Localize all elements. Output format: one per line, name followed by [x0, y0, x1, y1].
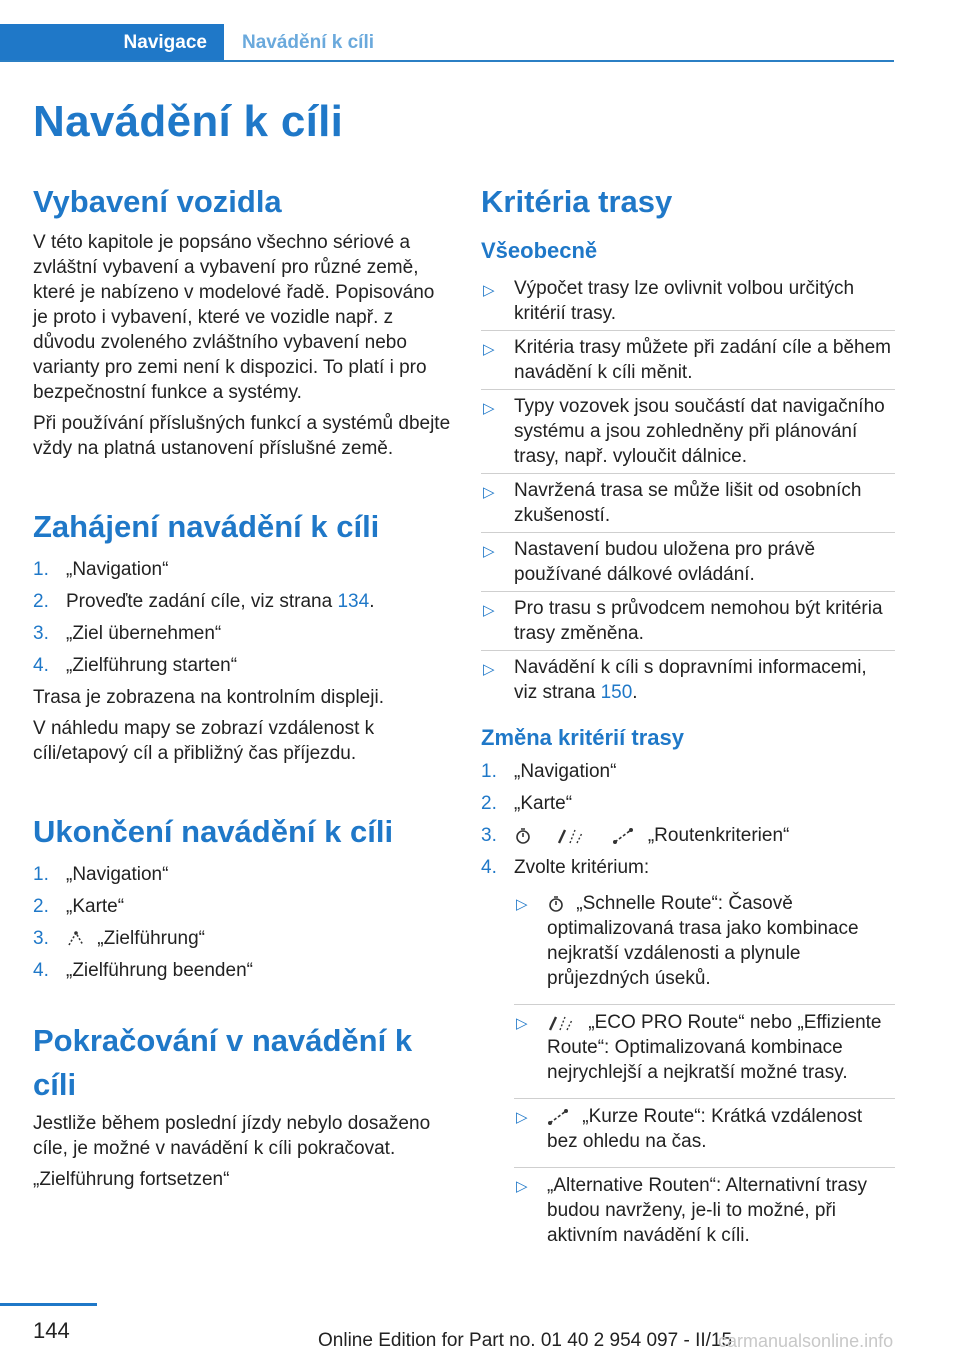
paragraph: Trasa je zobrazena na kontrolním displeji.: [33, 687, 384, 708]
list-item: 1. „Navigation“: [33, 559, 169, 580]
list-item: ▷ Typy vozovek jsou součástí dat navigačního systému a jsou zohledněny při plánování trasy, např. vyloučit dálnice.: [481, 389, 895, 473]
triangle-bullet-icon: ▷: [516, 896, 528, 913]
nested-bullet-list: [514, 886, 895, 1254]
section-title-vybaveni: Vybavení vozidla: [33, 184, 282, 219]
triangle-bullet-icon: ▷: [483, 484, 495, 501]
short-route-icon: [611, 827, 637, 845]
paragraph: Při používání příslušných funkcí a systémů dbejte vždy na platná ustanovení příslušné země.: [33, 413, 451, 459]
header-tab-navadeni[interactable]: Navádění k cíli: [242, 32, 375, 53]
page-number: 144: [33, 1318, 70, 1343]
paragraph: V náhledu mapy se zobrazí vzdálenost k cíli/etapový cíl a přibližný čas příjezdu.: [33, 718, 375, 764]
numbered-list: [33, 557, 453, 678]
list-item: 3. „Routenkriterien“: [481, 825, 790, 846]
paragraph: „Zielführung fortsetzen“: [33, 1169, 230, 1190]
stopwatch-icon: [514, 827, 532, 845]
list-item: 4. Zvolte kritérium: ▷ „Schnelle Route“: Časově optimalizovaná trasa jako kombinace nejkratší vzdálenosti a plynule průjezdných úseků. ▷ „ECO PRO Route“ nebo „Effiziente Route“: Optimalizovaná kombinace nejrychlejší a nejkratší možné trasy. ▷ „Kurze Route“: Krátká vzdálenost bez ohledu na čas. ▷ „Alternative Routen“: Alternativní trasy budou navrženy, je-li to možné, při aktivním navádění k cíli.: [481, 855, 895, 1254]
header-bar: [0, 24, 894, 62]
list-item: ▷ Pro trasu s průvodcem nemohou být kritéria trasy změněna.: [481, 591, 895, 650]
list-item: ▷ Nastavení budou uložena pro právě používané dálkové ovládání.: [481, 532, 895, 591]
numbered-list: [33, 862, 453, 983]
list-item: 3. „Zielführung“: [33, 928, 205, 949]
list-item: 2. Proveďte zadání cíle, viz strana 134.: [33, 591, 375, 612]
numbered-list: [481, 759, 895, 1254]
stopwatch-icon: [547, 895, 565, 913]
triangle-bullet-icon: ▷: [483, 400, 495, 417]
short-route-icon: [547, 1108, 571, 1126]
footer-divider: [0, 1303, 97, 1306]
triangle-bullet-icon: ▷: [483, 282, 495, 299]
list-item: 2. „Karte“: [33, 896, 125, 917]
triangle-bullet-icon: ▷: [516, 1109, 528, 1126]
list-item: ▷ Kritéria trasy můžete při zadání cíle a během navádění k cíli měnit.: [481, 330, 895, 389]
list-item: ▷ „Schnelle Route“: Časově optimalizovaná trasa jako kombinace nejkratší vzdálenosti a plynule průjezdných úseků.: [516, 893, 859, 989]
list-item: 3. „Ziel übernehmen“: [33, 623, 222, 644]
watermark: carmanualsonline.info: [718, 1331, 894, 1351]
list-item: 2. „Karte“: [481, 793, 573, 814]
list-item: ▷ „Alternative Routen“: Alternativní trasy budou navrženy, je-li to možné, při aktivním navádění k cíli.: [514, 1167, 895, 1254]
left-column: [33, 180, 453, 1192]
list-item: 4. „Zielführung beenden“: [33, 960, 253, 981]
route-guidance-icon: [66, 930, 86, 948]
triangle-bullet-icon: ▷: [483, 602, 495, 619]
right-column: [481, 180, 895, 1261]
page-link-134[interactable]: 134: [337, 591, 370, 612]
subsection-title-vseobecne: Všeobecně: [481, 238, 598, 263]
triangle-bullet-icon: ▷: [483, 341, 495, 358]
paragraph: V této kapitole je popsáno všechno sériové a zvláštní vybavení a vybavení pro různé země, které je nabízeno v modelové řadě. Popisováno je proto i vybavení, které ve vozidle např. z důvodu zvoleného zvláštního vybavení nebo varianty pro zemi není k dispozici. To platí i pro bezpečnostní funkce a systémy.: [33, 232, 435, 403]
section-title-kriteria: Kritéria trasy: [481, 184, 673, 219]
page-link-150[interactable]: 150: [600, 682, 633, 703]
triangle-bullet-icon: ▷: [483, 543, 495, 560]
header-tab-navigace[interactable]: Navigace: [0, 24, 224, 62]
edition-text: Online Edition for Part no. 01 40 2 954 097 - II/15: [318, 1330, 733, 1351]
eco-route-icon: [555, 827, 589, 845]
list-item: ▷ „ECO PRO Route“ nebo „Effiziente Route“: Optimalizovaná kombinace nejrychlejší a nejkratší možné trasy.: [514, 1004, 895, 1091]
bullet-list: [481, 272, 895, 709]
section-title-ukonceni: Ukončení navádění k cíli: [33, 814, 394, 849]
list-item: ▷ Navržená trasa se může lišit od osobních zkušeností.: [481, 473, 895, 532]
list-item: 4. „Zielführung starten“: [33, 655, 238, 676]
page-title: Navádění k cíli: [33, 97, 344, 146]
section-title-pokracovani: Pokračování v navádění k cíli: [33, 1023, 413, 1102]
triangle-bullet-icon: ▷: [516, 1178, 528, 1195]
section-title-zahajeni: Zahájení navádění k cíli: [33, 509, 380, 544]
eco-route-icon: [547, 1014, 577, 1032]
triangle-bullet-icon: ▷: [483, 661, 495, 678]
list-item: 1. „Navigation“: [33, 864, 169, 885]
header-divider: [0, 60, 894, 62]
triangle-bullet-icon: ▷: [516, 1015, 528, 1032]
list-item: ▷ Navádění k cíli s dopravními informacemi, viz strana 150.: [481, 650, 895, 709]
list-item: 1. „Navigation“: [481, 761, 617, 782]
subsection-title-zmena: Změna kritérií trasy: [481, 725, 684, 750]
list-item: ▷ „Kurze Route“: Krátká vzdálenost bez ohledu na čas.: [514, 1098, 895, 1160]
list-item: ▷ Výpočet trasy lze ovlivnit volbou určitých kritérií trasy.: [483, 278, 855, 324]
paragraph: Jestliže během poslední jízdy nebylo dosaženo cíle, je možné v navádění k cíli pokračovat.: [33, 1113, 431, 1159]
